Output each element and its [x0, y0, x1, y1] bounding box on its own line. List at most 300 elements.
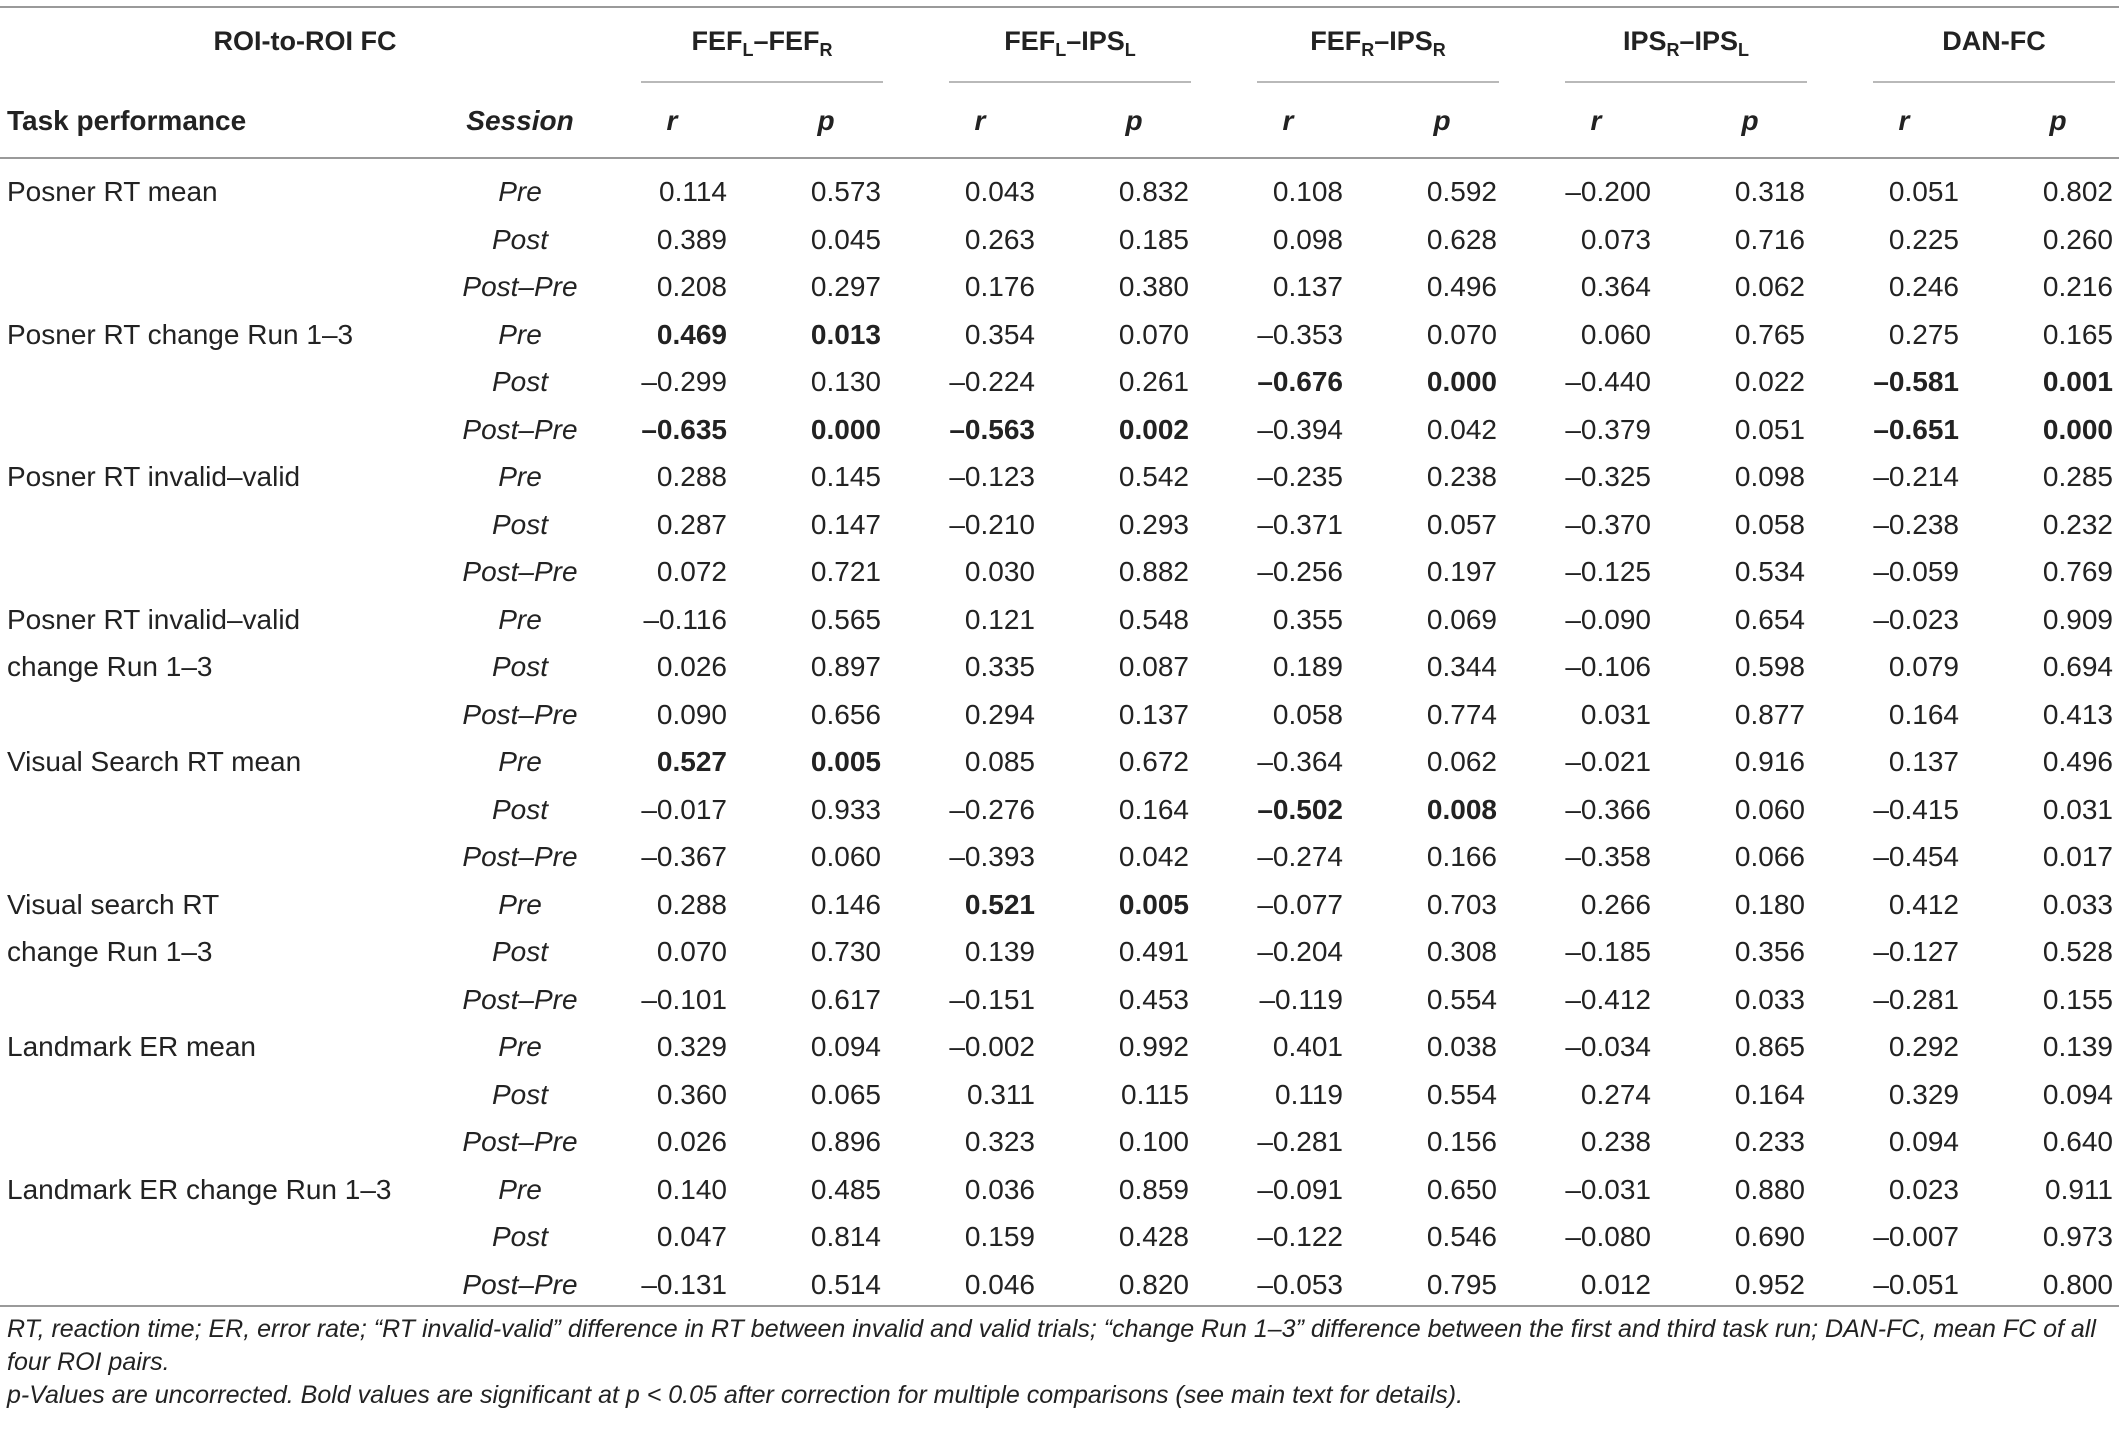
table-row	[0, 1118, 2119, 1165]
p-value-cell: 0.060	[810, 841, 881, 872]
roi-pair-header	[1843, 26, 2119, 61]
p-value-cell: 0.344	[1426, 651, 1497, 682]
r-value-cell: –0.366	[1565, 793, 1651, 825]
group-underline	[949, 81, 1191, 83]
p-value-cell: 0.062	[1734, 271, 1805, 302]
session-cell: Post	[491, 936, 549, 967]
table-row	[0, 358, 2119, 405]
table-row	[0, 406, 2119, 453]
session-cell: Post–Pre	[462, 1268, 578, 1300]
r-value-cell: –0.651	[1873, 413, 1959, 445]
table-row	[0, 311, 2119, 358]
p-value-cell: 0.428	[1118, 1221, 1189, 1252]
roi-pair-subscript: L	[1738, 40, 1750, 60]
table-row	[0, 1261, 2119, 1308]
r-value-cell: –0.676	[1257, 366, 1343, 397]
p-value-cell: 0.069	[1426, 603, 1497, 635]
r-value-cell: –0.002	[949, 1031, 1035, 1062]
r-value-cell: –0.325	[1565, 461, 1651, 492]
p-value-cell: 0.164	[1734, 1078, 1805, 1110]
table-row	[0, 928, 2119, 975]
p-value-cell: 0.155	[2042, 983, 2113, 1015]
p-value-cell: 0.185	[1118, 223, 1189, 255]
p-value-cell: 0.617	[810, 983, 881, 1015]
session-cell: Pre	[498, 888, 542, 920]
r-value-cell: 0.023	[1888, 1173, 1959, 1205]
p-value-cell: 0.765	[1734, 318, 1805, 350]
p-value-cell: 0.022	[1734, 366, 1805, 397]
p-value-cell: 0.065	[810, 1078, 881, 1110]
p-value-cell: 0.491	[1118, 936, 1189, 967]
p-value-cell: 0.051	[1734, 413, 1805, 445]
r-value-cell: 0.043	[964, 176, 1035, 207]
p-value-cell: 0.156	[1426, 1126, 1497, 1157]
session-cell: Pre	[498, 746, 542, 777]
p-value-cell: 0.166	[1426, 841, 1497, 872]
r-value-cell: 0.189	[1272, 651, 1343, 682]
session-cell: Post–Pre	[462, 271, 578, 302]
task-cell: change Run 1–3	[7, 651, 213, 682]
roi-pair-main: –IPS	[1679, 26, 1739, 56]
r-value-cell: –0.502	[1257, 793, 1343, 825]
roi-pair-subscript: R	[1666, 40, 1680, 60]
table-row	[0, 881, 2119, 928]
r-value-cell: 0.208	[656, 271, 727, 302]
r-value-cell: 0.090	[656, 698, 727, 730]
table-row	[0, 453, 2119, 500]
p-value-cell: 0.146	[810, 888, 881, 920]
r-column-header: r	[1898, 105, 1910, 136]
p-value-cell: 0.145	[810, 461, 881, 492]
p-value-cell: 0.130	[810, 366, 881, 397]
r-value-cell: –0.123	[949, 461, 1035, 492]
r-value-cell: 0.246	[1888, 271, 1959, 302]
r-value-cell: 0.070	[656, 936, 727, 967]
r-value-cell: 0.329	[656, 1031, 727, 1062]
r-value-cell: –0.454	[1873, 841, 1959, 872]
p-value-cell: 0.005	[810, 746, 881, 777]
task-cell: Visual Search RT mean	[7, 746, 302, 777]
task-cell: Posner RT invalid–valid	[7, 461, 301, 492]
session-cell: Post	[491, 366, 549, 397]
p-value-cell: 0.139	[2042, 1031, 2113, 1062]
r-value-cell: –0.131	[641, 1268, 727, 1300]
table-row	[0, 833, 2119, 880]
r-value-cell: 0.046	[964, 1268, 1035, 1300]
r-value-cell: 0.288	[656, 461, 727, 492]
r-value-cell: 0.047	[656, 1221, 727, 1252]
roi-pair-header	[611, 26, 913, 61]
r-value-cell: 0.323	[964, 1126, 1035, 1157]
session-cell: Pre	[498, 1031, 542, 1062]
p-value-cell: 0.496	[1426, 271, 1497, 302]
r-value-cell: –0.200	[1565, 176, 1651, 207]
r-value-cell: 0.139	[964, 936, 1035, 967]
p-value-cell: 0.165	[2042, 318, 2113, 350]
table-top-rule	[0, 6, 2119, 8]
r-value-cell: 0.521	[964, 888, 1035, 920]
p-value-cell: 0.042	[1118, 841, 1189, 872]
p-value-cell: 0.087	[1118, 651, 1189, 682]
p-value-cell: 0.033	[1734, 983, 1805, 1015]
r-value-cell: 0.355	[1272, 603, 1343, 635]
p-value-cell: 0.098	[1734, 461, 1805, 492]
p-value-cell: 0.802	[2042, 176, 2113, 207]
p-value-cell: 0.238	[1426, 461, 1497, 492]
r-value-cell: 0.140	[656, 1173, 727, 1205]
p-value-cell: 0.814	[810, 1221, 881, 1252]
roi-pair-main: FEF	[1004, 26, 1056, 56]
table-row	[0, 216, 2119, 263]
p-value-cell: 0.769	[2042, 556, 2113, 587]
p-column-header: p	[1125, 105, 1143, 136]
p-column-header: p	[1433, 105, 1451, 136]
roi-pair-main: IPS	[1622, 26, 1667, 56]
p-value-cell: 0.656	[810, 698, 881, 730]
p-value-cell: 0.233	[1734, 1126, 1805, 1157]
table-row	[0, 1071, 2119, 1118]
p-value-cell: 0.380	[1118, 271, 1189, 302]
p-value-cell: 0.180	[1734, 888, 1805, 920]
p-value-cell: 0.554	[1426, 983, 1497, 1015]
roi-pair-subscript: L	[1124, 40, 1136, 60]
p-value-cell: 0.672	[1118, 746, 1189, 777]
p-value-cell: 0.703	[1426, 888, 1497, 920]
p-value-cell: 0.650	[1426, 1173, 1497, 1205]
r-value-cell: –0.256	[1257, 556, 1343, 587]
r-value-cell: 0.012	[1580, 1268, 1651, 1300]
table-row	[0, 596, 2119, 643]
session-cell: Pre	[498, 318, 542, 350]
p-value-cell: 0.897	[810, 651, 881, 682]
r-value-cell: –0.021	[1565, 746, 1651, 777]
table-row	[0, 1023, 2119, 1070]
p-value-cell: 0.880	[1734, 1173, 1805, 1205]
p-value-cell: 0.774	[1426, 698, 1497, 730]
session-cell: Post	[491, 651, 549, 682]
r-value-cell: 0.137	[1272, 271, 1343, 302]
r-value-cell: –0.367	[641, 841, 727, 872]
p-value-cell: 0.690	[1734, 1221, 1805, 1252]
r-value-cell: –0.080	[1565, 1221, 1651, 1252]
session-cell: Post–Pre	[462, 556, 578, 587]
session-cell: Post–Pre	[462, 841, 578, 872]
r-value-cell: –0.059	[1873, 556, 1959, 587]
r-value-cell: –0.371	[1257, 508, 1343, 540]
r-value-cell: 0.274	[1580, 1078, 1651, 1110]
p-value-cell: 0.000	[810, 413, 881, 445]
p-value-cell: 0.005	[1118, 888, 1189, 920]
r-value-cell: –0.053	[1257, 1268, 1343, 1300]
r-value-cell: –0.210	[949, 508, 1035, 540]
p-value-cell: 0.453	[1118, 983, 1189, 1015]
p-value-cell: 0.001	[2042, 366, 2113, 397]
r-value-cell: –0.106	[1565, 651, 1651, 682]
r-value-cell: –0.281	[1873, 983, 1959, 1015]
r-value-cell: 0.527	[656, 746, 727, 777]
p-value-cell: 0.297	[810, 271, 881, 302]
r-value-cell: –0.214	[1873, 461, 1959, 492]
task-cell: Posner RT invalid–valid	[7, 603, 301, 635]
roi-pair-subscript: R	[819, 40, 833, 60]
task-cell: Posner RT change Run 1–3	[7, 318, 354, 350]
task-performance-header: Task performance	[7, 105, 247, 136]
p-value-cell: 0.528	[2042, 936, 2113, 967]
r-value-cell: 0.072	[656, 556, 727, 587]
p-value-cell: 0.000	[1426, 366, 1497, 397]
session-cell: Post	[491, 223, 549, 255]
p-value-cell: 0.137	[1118, 698, 1189, 730]
r-value-cell: 0.401	[1272, 1031, 1343, 1062]
session-cell: Post	[491, 1221, 549, 1252]
r-value-cell: –0.051	[1873, 1268, 1959, 1300]
p-value-cell: 0.592	[1426, 176, 1497, 207]
p-value-cell: 0.909	[2042, 603, 2113, 635]
p-value-cell: 0.911	[2045, 1173, 2113, 1205]
roi-pair-main: DAN-FC	[1942, 26, 2046, 56]
p-column-header: p	[817, 105, 835, 136]
p-value-cell: 0.000	[2042, 413, 2113, 445]
task-cell: Visual search RT	[7, 888, 220, 920]
table-row	[0, 643, 2119, 690]
r-value-cell: 0.238	[1580, 1126, 1651, 1157]
p-value-cell: 0.115	[1121, 1078, 1189, 1110]
table-row	[0, 786, 2119, 833]
p-value-cell: 0.721	[810, 556, 881, 587]
p-value-cell: 0.038	[1426, 1031, 1497, 1062]
r-value-cell: –0.090	[1565, 603, 1651, 635]
group-underline	[1873, 81, 2115, 83]
r-value-cell: –0.353	[1257, 318, 1343, 350]
p-value-cell: 0.017	[2042, 841, 2113, 872]
session-cell: Post	[491, 1078, 549, 1110]
p-value-cell: 0.973	[2042, 1221, 2113, 1252]
r-value-cell: –0.185	[1565, 936, 1651, 967]
p-value-cell: 0.882	[1118, 556, 1189, 587]
r-value-cell: –0.235	[1257, 461, 1343, 492]
table-row	[0, 1213, 2119, 1260]
p-value-cell: 0.916	[1734, 746, 1805, 777]
r-value-cell: –0.031	[1565, 1173, 1651, 1205]
p-value-cell: 0.534	[1734, 556, 1805, 587]
task-cell: Posner RT mean	[7, 176, 218, 207]
r-value-cell: –0.238	[1873, 508, 1959, 540]
r-value-cell: –0.017	[641, 793, 727, 825]
p-value-cell: 0.042	[1426, 413, 1497, 445]
r-value-cell: –0.440	[1565, 366, 1651, 397]
p-value-cell: 0.877	[1734, 698, 1805, 730]
p-value-cell: 0.070	[1118, 318, 1189, 350]
footnote-abbreviations: RT, reaction time; ER, error rate; “RT invalid-valid” difference in RT between invalid and valid trials; “change Run 1–3” difference between the first and third task run; DAN-FC, mean FC of all four ROI pairs.	[7, 1315, 2096, 1376]
roi-pair-main: FEF	[1310, 26, 1362, 56]
r-value-cell: –0.274	[1257, 841, 1343, 872]
session-cell: Pre	[498, 1173, 542, 1205]
roi-pair-subscript: R	[1361, 40, 1375, 60]
roi-pair-subscript: L	[742, 40, 754, 60]
table-row	[0, 501, 2119, 548]
r-value-cell: 0.292	[1888, 1031, 1959, 1062]
session-cell: Post–Pre	[462, 983, 578, 1015]
p-value-cell: 0.694	[2042, 651, 2113, 682]
p-value-cell: 0.100	[1118, 1126, 1189, 1157]
r-value-cell: –0.077	[1257, 888, 1343, 920]
p-value-cell: 0.548	[1118, 603, 1189, 635]
r-value-cell: 0.335	[964, 651, 1035, 682]
roi-pair-main: –IPS	[1374, 26, 1433, 56]
p-value-cell: 0.216	[2042, 271, 2113, 302]
r-value-cell: 0.389	[656, 223, 727, 255]
table-row	[0, 263, 2119, 310]
roi-pair-main: FEF	[691, 26, 743, 56]
r-value-cell: –0.116	[643, 603, 727, 635]
p-value-cell: 0.865	[1734, 1031, 1805, 1062]
p-value-cell: 0.933	[810, 793, 881, 825]
r-value-cell: 0.364	[1580, 271, 1651, 302]
r-value-cell: –0.034	[1565, 1031, 1651, 1062]
r-value-cell: –0.393	[949, 841, 1035, 872]
r-value-cell: 0.164	[1888, 698, 1959, 730]
r-value-cell: –0.412	[1565, 983, 1651, 1015]
p-value-cell: 0.002	[1118, 413, 1189, 445]
r-value-cell: 0.263	[964, 223, 1035, 255]
session-header: Session	[466, 105, 574, 136]
roi-pair-header	[919, 26, 1221, 61]
p-value-cell: 0.356	[1734, 936, 1805, 967]
p-value-cell: 0.070	[1426, 318, 1497, 350]
r-column-header: r	[974, 105, 986, 136]
r-value-cell: –0.394	[1257, 413, 1343, 445]
p-value-cell: 0.514	[810, 1268, 881, 1300]
p-value-cell: 0.031	[2042, 793, 2113, 825]
p-value-cell: 0.232	[2042, 508, 2113, 540]
r-value-cell: –0.119	[1259, 983, 1343, 1015]
r-value-cell: 0.275	[1888, 318, 1959, 350]
r-value-cell: –0.007	[1873, 1221, 1959, 1252]
r-value-cell: 0.311	[967, 1078, 1035, 1110]
r-value-cell: 0.036	[964, 1173, 1035, 1205]
p-column-header: p	[1741, 105, 1759, 136]
r-value-cell: –0.125	[1565, 556, 1651, 587]
r-value-cell: 0.288	[656, 888, 727, 920]
r-value-cell: 0.412	[1888, 888, 1959, 920]
r-value-cell: 0.026	[656, 1126, 727, 1157]
roi-pair-header	[1535, 26, 1837, 61]
r-value-cell: –0.023	[1873, 603, 1959, 635]
task-cell: change Run 1–3	[7, 936, 213, 967]
session-cell: Pre	[498, 603, 542, 635]
r-value-cell: –0.358	[1565, 841, 1651, 872]
p-value-cell: 0.413	[2042, 698, 2113, 730]
p-value-cell: 0.716	[1734, 223, 1805, 255]
p-value-cell: 0.057	[1426, 508, 1497, 540]
group-underline	[1565, 81, 1807, 83]
table-row	[0, 168, 2119, 215]
p-value-cell: 0.094	[810, 1031, 881, 1062]
r-column-header: r	[1282, 105, 1294, 136]
p-value-cell: 0.318	[1734, 176, 1805, 207]
r-value-cell: –0.204	[1257, 936, 1343, 967]
p-value-cell: 0.992	[1118, 1031, 1189, 1062]
r-value-cell: 0.360	[656, 1078, 727, 1110]
r-value-cell: 0.266	[1580, 888, 1651, 920]
session-cell: Post	[491, 508, 549, 540]
r-value-cell: 0.026	[656, 651, 727, 682]
p-value-cell: 0.896	[810, 1126, 881, 1157]
r-value-cell: 0.329	[1888, 1078, 1959, 1110]
p-value-cell: 0.285	[2042, 461, 2113, 492]
r-value-cell: 0.354	[964, 318, 1035, 350]
r-value-cell: –0.127	[1873, 936, 1959, 967]
table-row	[0, 691, 2119, 738]
p-value-cell: 0.820	[1118, 1268, 1189, 1300]
group-underline	[1257, 81, 1499, 83]
table-row	[0, 1166, 2119, 1213]
p-value-cell: 0.033	[2042, 888, 2113, 920]
r-value-cell: 0.176	[964, 271, 1035, 302]
session-cell: Pre	[498, 461, 542, 492]
p-value-cell: 0.598	[1734, 651, 1805, 682]
r-value-cell: 0.098	[1272, 223, 1343, 255]
p-value-cell: 0.859	[1118, 1173, 1189, 1205]
p-value-cell: 0.795	[1426, 1268, 1497, 1300]
r-value-cell: –0.299	[641, 366, 727, 397]
p-value-cell: 0.640	[2042, 1126, 2113, 1157]
task-cell: Landmark ER mean	[7, 1031, 257, 1062]
p-value-cell: 0.147	[810, 508, 881, 540]
header-bottom-rule	[0, 157, 2119, 159]
r-value-cell: 0.108	[1272, 176, 1343, 207]
r-value-cell: 0.031	[1580, 698, 1651, 730]
r-value-cell: –0.364	[1257, 746, 1343, 777]
r-value-cell: 0.073	[1580, 223, 1651, 255]
r-value-cell: –0.415	[1873, 793, 1959, 825]
p-value-cell: 0.060	[1734, 793, 1805, 825]
r-value-cell: 0.060	[1580, 318, 1651, 350]
p-value-cell: 0.485	[810, 1173, 881, 1205]
r-value-cell: –0.276	[949, 793, 1035, 825]
p-value-cell: 0.293	[1118, 508, 1189, 540]
r-value-cell: –0.101	[641, 983, 727, 1015]
roi-pair-main: –FEF	[753, 26, 820, 56]
p-value-cell: 0.496	[2042, 746, 2113, 777]
roi-pair-subscript: R	[1432, 40, 1446, 60]
r-value-cell: 0.079	[1888, 651, 1959, 682]
r-value-cell: 0.121	[964, 603, 1035, 635]
p-value-cell: 0.008	[1426, 793, 1497, 825]
p-value-cell: 0.542	[1118, 461, 1189, 492]
group-underline	[641, 81, 883, 83]
table-row	[0, 548, 2119, 595]
p-value-cell: 0.197	[1426, 556, 1497, 587]
r-value-cell: –0.151	[949, 983, 1035, 1015]
r-value-cell: –0.281	[1257, 1126, 1343, 1157]
session-cell: Post–Pre	[462, 1126, 578, 1157]
r-value-cell: –0.122	[1257, 1221, 1343, 1252]
r-value-cell: –0.224	[949, 366, 1035, 397]
r-value-cell: 0.030	[964, 556, 1035, 587]
r-value-cell: 0.119	[1275, 1078, 1343, 1110]
p-value-cell: 0.062	[1426, 746, 1497, 777]
table-row	[0, 976, 2119, 1023]
table-row	[0, 738, 2119, 785]
p-value-cell: 0.730	[810, 936, 881, 967]
r-value-cell: –0.581	[1873, 366, 1959, 397]
r-value-cell: 0.225	[1888, 223, 1959, 255]
p-value-cell: 0.308	[1426, 936, 1497, 967]
p-value-cell: 0.573	[810, 176, 881, 207]
session-cell: Post–Pre	[462, 413, 578, 445]
footnote-significance: p-Values are uncorrected. Bold values are significant at p < 0.05 after correction for multiple comparisons (see main text for details).	[7, 1381, 1464, 1409]
